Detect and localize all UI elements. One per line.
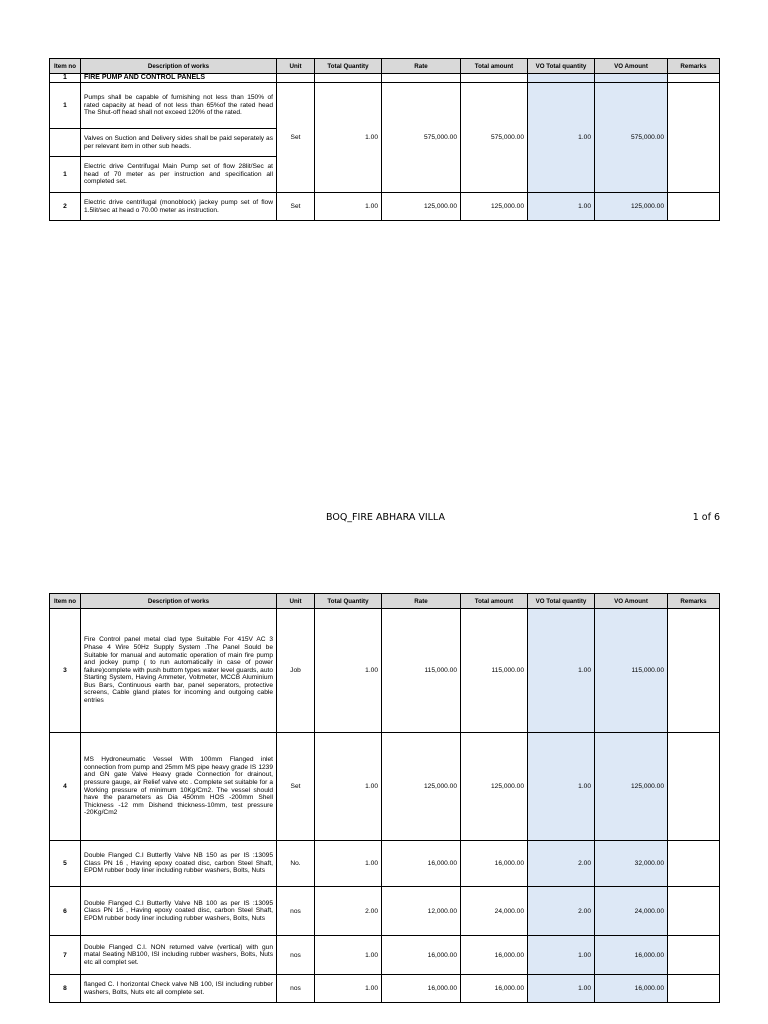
item-total-amount: 125,000.00 bbox=[461, 733, 528, 841]
item-unit: Set bbox=[277, 193, 315, 221]
item-total-quantity: 1.00 bbox=[315, 83, 382, 193]
item-rate: 115,000.00 bbox=[382, 609, 461, 733]
section-number: 1 bbox=[50, 74, 81, 83]
item-description: Double Flanged C.I. NON returned valve (vertical) with gun matal Seating NB100, ISI including rubber washers, Bolts, Nuts etc all complet set. bbox=[81, 936, 277, 975]
item-total-amount: 115,000.00 bbox=[461, 609, 528, 733]
item-total-quantity: 2.00 bbox=[315, 887, 382, 936]
item-total-quantity: 1.00 bbox=[315, 193, 382, 221]
item-number: 4 bbox=[50, 733, 81, 841]
header-vo-amount: VO Amount bbox=[595, 59, 668, 74]
item-vo-total-quantity: 1.00 bbox=[528, 936, 595, 975]
header-remarks: Remarks bbox=[668, 59, 720, 74]
header-unit: Unit bbox=[277, 59, 315, 74]
page-footer bbox=[0, 512, 768, 524]
item-description: MS Hydroneumatic Vessel With 100mm Flanged inlet connection from pump and 25mm MS pipe heavy grade IS 1239 and GN gate Valve Heavy grade Connection for drainout, pressure gauge, air Relief valve etc . Complete set suitable for a Working pressure of minimum 10Kg/Cm2. The vessel should have the parameters as Dia 450mm HOS -200mm Shell Thickness -12 mm Dishend thickness-10mm, test pressure -20Kg/Cm2 bbox=[81, 733, 277, 841]
item-total-amount: 24,000.00 bbox=[461, 887, 528, 936]
item-vo-total-quantity: 2.00 bbox=[528, 887, 595, 936]
item-total-quantity: 1.00 bbox=[315, 975, 382, 1003]
header-total-quantity: Total Quantity bbox=[315, 594, 382, 609]
header-remarks: Remarks bbox=[668, 594, 720, 609]
item-vo-total-quantity: 1.00 bbox=[528, 733, 595, 841]
item-description: Electric drive Centrifugal Main Pump set of flow 28lit/Sec at head of 70 meter as per instruction and specification all completed set. bbox=[81, 157, 277, 193]
item-vo-total-quantity: 1.00 bbox=[528, 193, 595, 221]
header-total-amount: Total amount bbox=[461, 594, 528, 609]
item-rate: 125,000.00 bbox=[382, 193, 461, 221]
item-unit: nos bbox=[277, 887, 315, 936]
header-description: Description of works bbox=[81, 594, 277, 609]
item-remarks bbox=[668, 193, 720, 221]
table-row bbox=[50, 887, 720, 936]
header-total-quantity: Total Quantity bbox=[315, 59, 382, 74]
item-total-quantity: 1.00 bbox=[315, 841, 382, 887]
item-remarks bbox=[668, 887, 720, 936]
item-remarks bbox=[668, 975, 720, 1003]
item-unit: nos bbox=[277, 975, 315, 1003]
item-vo-amount: 16,000.00 bbox=[595, 975, 668, 1003]
item-number: 6 bbox=[50, 887, 81, 936]
item-unit: No. bbox=[277, 841, 315, 887]
item-unit: nos bbox=[277, 936, 315, 975]
item-total-quantity: 1.00 bbox=[315, 733, 382, 841]
item-vo-amount: 16,000.00 bbox=[595, 936, 668, 975]
item-remarks bbox=[668, 841, 720, 887]
item-vo-amount: 115,000.00 bbox=[595, 609, 668, 733]
item-vo-total-quantity: 1.00 bbox=[528, 609, 595, 733]
header-vo-amount: VO Amount bbox=[595, 594, 668, 609]
item-description: Double Flanged C.I Butterfly Valve NB 100 as per IS :13095 Class PN 16 , Having epoxy coated disc, carbon Steel Shaft, EPDM rubber body liner including rubber washers, Bolts, Nuts bbox=[81, 887, 277, 936]
item-rate: 575,000.00 bbox=[382, 83, 461, 193]
item-rate: 16,000.00 bbox=[382, 936, 461, 975]
item-number: 3 bbox=[50, 609, 81, 733]
boq-table-page-1 bbox=[49, 58, 720, 221]
item-total-amount: 16,000.00 bbox=[461, 841, 528, 887]
item-unit: Job bbox=[277, 609, 315, 733]
header-total-amount: Total amount bbox=[461, 59, 528, 74]
table-row bbox=[50, 936, 720, 975]
section-row bbox=[50, 74, 720, 83]
section-title: FIRE PUMP AND CONTROL PANELS bbox=[81, 74, 277, 83]
item-description: Double Flanged C.I Butterfly Valve NB 150 as per IS :13095 Class PN 16 , Having epoxy coated disc, carbon Steel Shaft, EPDM rubber body liner including rubber washers, Bolts, Nuts bbox=[81, 841, 277, 887]
item-vo-amount: 575,000.00 bbox=[595, 83, 668, 193]
item-number: 8 bbox=[50, 975, 81, 1003]
item-rate: 12,000.00 bbox=[382, 887, 461, 936]
header-rate: Rate bbox=[382, 59, 461, 74]
item-total-quantity: 1.00 bbox=[315, 936, 382, 975]
document-title: BOQ_FIRE ABHARA VILLA bbox=[326, 512, 445, 523]
item-remarks bbox=[668, 936, 720, 975]
item-description: Pumps shall be capable of furnishing not less than 150% of rated capacity at head of not less than 65%of the rated head The Shut-off head shall not exceed 120% of the rated. bbox=[81, 83, 277, 129]
table-row bbox=[50, 733, 720, 841]
item-number: 7 bbox=[50, 936, 81, 975]
header-vo-total-quantity: VO Total quantity bbox=[528, 59, 595, 74]
item-rate: 125,000.00 bbox=[382, 733, 461, 841]
table-row bbox=[50, 609, 720, 733]
item-number: 5 bbox=[50, 841, 81, 887]
item-remarks bbox=[668, 83, 720, 193]
item-description: Electric drive centrifugal (monoblock) jackey pump set of flow 1.5lit/sec at head o 70.00 meter as instruction. bbox=[81, 193, 277, 221]
table-row bbox=[50, 193, 720, 221]
item-remarks bbox=[668, 733, 720, 841]
header-vo-total-quantity: VO Total quantity bbox=[528, 594, 595, 609]
item-vo-total-quantity: 1.00 bbox=[528, 975, 595, 1003]
header-unit: Unit bbox=[277, 594, 315, 609]
item-vo-amount: 32,000.00 bbox=[595, 841, 668, 887]
item-vo-amount: 125,000.00 bbox=[595, 733, 668, 841]
header-item-no: Item no bbox=[50, 594, 81, 609]
item-number: 2 bbox=[50, 193, 81, 221]
item-number: 1 bbox=[50, 157, 81, 193]
page-number: 1 of 6 bbox=[692, 512, 720, 523]
item-description: Fire Control panel metal clad type Suitable For 415V AC 3 Phase 4 Wire 50Hz Supply System .The Panel Sould be Suitable for manual and automatic operation of main fire pump and jockey pump ( to run automatically in case of power failure)complete with push buttom types water level guards, auto Starting System, Having Ammeter, Voltmeter, MCCB Aluminium Bus Bars, Continuous earth bar, panel seperators, protective screens, Cable gland plates for incoming and outgoing cable entries bbox=[81, 609, 277, 733]
item-remarks bbox=[668, 609, 720, 733]
item-description: Valves on Suction and Delivery sides shall be paid seperately as per relevant item in other sub heads. bbox=[81, 129, 277, 157]
item-number bbox=[50, 129, 81, 157]
item-vo-total-quantity: 1.00 bbox=[528, 83, 595, 193]
item-unit: Set bbox=[277, 733, 315, 841]
table-header-row bbox=[50, 594, 720, 609]
item-vo-total-quantity: 2.00 bbox=[528, 841, 595, 887]
item-total-quantity: 1.00 bbox=[315, 609, 382, 733]
item-total-amount: 16,000.00 bbox=[461, 975, 528, 1003]
header-item-no: Item no bbox=[50, 59, 81, 74]
item-number: 1 bbox=[50, 83, 81, 129]
header-rate: Rate bbox=[382, 594, 461, 609]
item-total-amount: 16,000.00 bbox=[461, 936, 528, 975]
table-row bbox=[50, 975, 720, 1003]
item-rate: 16,000.00 bbox=[382, 841, 461, 887]
item-vo-amount: 24,000.00 bbox=[595, 887, 668, 936]
boq-table-page-2 bbox=[49, 593, 720, 1003]
item-description: flanged C. I horizontal Check valve NB 100, ISI including rubber washers, Bolts, Nuts etc all complete set. bbox=[81, 975, 277, 1003]
table-header-row bbox=[50, 59, 720, 74]
item-total-amount: 575,000.00 bbox=[461, 83, 528, 193]
table-row bbox=[50, 83, 720, 129]
item-rate: 16,000.00 bbox=[382, 975, 461, 1003]
item-total-amount: 125,000.00 bbox=[461, 193, 528, 221]
table-row bbox=[50, 841, 720, 887]
header-description: Description of works bbox=[81, 59, 277, 74]
item-vo-amount: 125,000.00 bbox=[595, 193, 668, 221]
item-unit: Set bbox=[277, 83, 315, 193]
